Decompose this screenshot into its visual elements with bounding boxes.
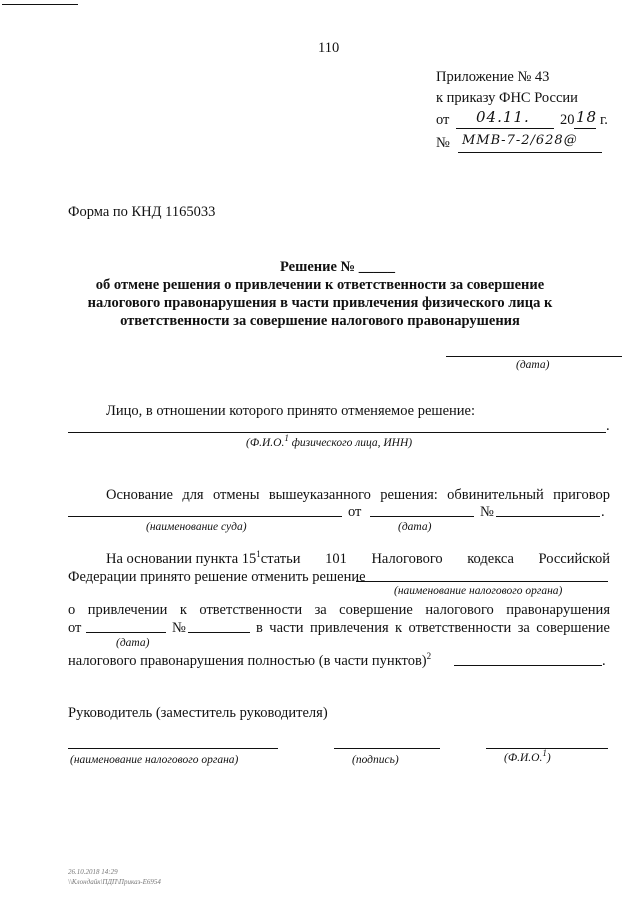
appendix-label: Приложение № 43 xyxy=(436,69,550,85)
date-handwritten: 04.11. xyxy=(476,108,530,126)
decision-line-1b: статьи 101 Налогового кодекса Российской xyxy=(260,551,610,567)
date-underline xyxy=(456,128,554,129)
basis-number-line xyxy=(496,516,600,517)
decision-line-4-from: от xyxy=(68,620,82,636)
footer-stamp-1: 26.10.2018 14:29 xyxy=(68,868,118,876)
decision-line-3: о привлечении к ответственности за совершение налогового правонарушения xyxy=(68,602,610,618)
decision-date-line xyxy=(86,632,166,633)
basis-period: . xyxy=(601,504,605,520)
person-caption-sup: 1 xyxy=(284,433,289,444)
authority-field-line xyxy=(356,581,608,582)
top-rule xyxy=(2,4,78,5)
signature-name-caption-sup: 1 xyxy=(542,748,547,759)
decision-line-1a xyxy=(106,551,261,568)
decision-line-4-rest: в части привлечения к ответственности за совершение xyxy=(256,620,610,636)
year-suffix: г. xyxy=(600,112,608,128)
order-number-prefix: № xyxy=(436,135,450,151)
person-caption-b: физического лица, ИНН) xyxy=(288,437,413,449)
date-caption: (дата) xyxy=(516,359,550,371)
signature-authority-caption: (наименование налогового органа) xyxy=(70,754,239,766)
person-line xyxy=(68,432,606,433)
title-line-2: налогового правонарушения в части привлечения физического лица к xyxy=(87,295,553,311)
decision-line-1 xyxy=(106,551,610,568)
form-code: Форма по КНД 1165033 xyxy=(68,204,216,220)
person-caption-a: (Ф.И.О. xyxy=(246,437,285,449)
signature-name-line xyxy=(486,748,608,749)
decision-line-1-sup: 1 xyxy=(256,549,261,560)
date-field-line xyxy=(446,356,622,357)
signature-name-caption xyxy=(504,748,551,764)
person-label: Лицо, в отношении которого принято отменяемое решение: xyxy=(106,403,475,419)
decision-line-5-sup: 2 xyxy=(426,651,432,662)
year-printed: 20 xyxy=(560,112,575,128)
decision-line-2: Федерации принято решение отменить решение xyxy=(68,569,366,585)
basis-date-line xyxy=(370,516,474,517)
decision-line-5-text: налогового правонарушения полностью (в части пунктов) xyxy=(68,653,427,669)
person-line-period: . xyxy=(606,418,610,434)
signature-caption: (подпись) xyxy=(352,754,399,766)
basis-date-caption: (дата) xyxy=(398,521,432,533)
decision-line-4-num: № xyxy=(172,620,186,636)
order-number-handwritten: ММВ-7-2/628@ xyxy=(462,133,578,148)
decision-line-5 xyxy=(68,653,431,670)
year-handwritten: 18 xyxy=(576,108,598,126)
court-caption: (наименование суда) xyxy=(146,521,247,533)
basis-line: Основание для отмены вышеуказанного решения: обвинительный приговор xyxy=(106,487,610,503)
court-field-line xyxy=(68,516,342,517)
person-caption xyxy=(246,433,413,449)
signature-authority-line xyxy=(68,748,278,749)
date-prefix: от xyxy=(436,112,450,128)
signature-head: Руководитель (заместитель руководителя) xyxy=(68,705,328,721)
decision-date-caption: (дата) xyxy=(116,637,150,649)
decision-number-line xyxy=(188,632,250,633)
points-field-line xyxy=(454,665,602,666)
signature-name-caption-b: ) xyxy=(546,752,551,764)
points-period: . xyxy=(602,653,606,669)
decision-line-1a-text: На основании пункта 15 xyxy=(106,551,257,567)
signature-name-caption-a: (Ф.И.О. xyxy=(504,752,543,764)
order-label: к приказу ФНС России xyxy=(436,90,578,106)
basis-number: № xyxy=(480,504,494,520)
year-underline xyxy=(574,128,596,129)
signature-line xyxy=(334,748,440,749)
basis-from: от xyxy=(348,504,362,520)
title-line-3: ответственности за совершение налогового правонарушения xyxy=(120,313,520,329)
footer-stamp-2: \\Клондайк\ПДП\Приказ-Е6954 xyxy=(68,878,161,886)
order-number-underline xyxy=(458,152,602,153)
authority-caption: (наименование налогового органа) xyxy=(394,585,563,597)
title-line-1: об отмене решения о привлечении к ответственности за совершение xyxy=(95,277,545,293)
page-number: 110 xyxy=(318,40,340,56)
decision-title: Решение № _____ xyxy=(280,259,395,275)
